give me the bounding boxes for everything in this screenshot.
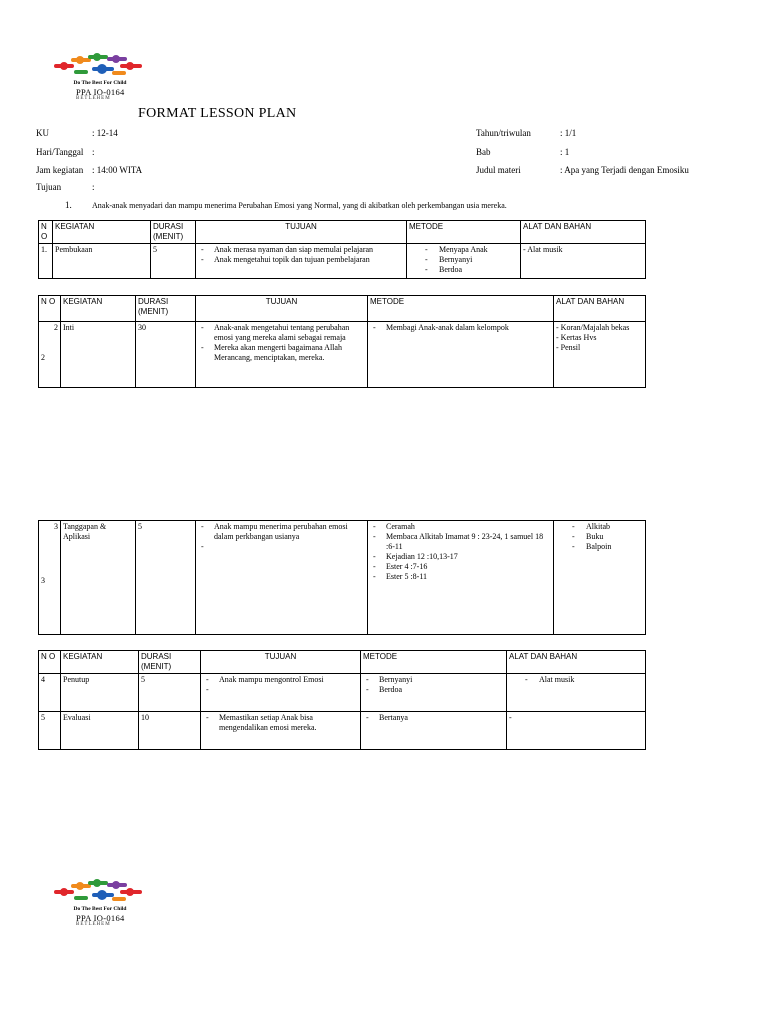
list-item: - Menyapa Anak	[409, 245, 518, 255]
meta-judul-label: Judul materi	[476, 165, 521, 175]
list-item: - Mereka akan mengerti bagaimana Allah Merancang, menciptakan, mereka.	[198, 343, 365, 363]
list-item: - Pensil	[556, 343, 581, 352]
row-no: 3	[54, 522, 58, 531]
header-alat: ALAT DAN BAHAN	[507, 651, 646, 674]
logo-sub-text: BETLEHEM	[76, 922, 111, 927]
logo-tagline: Do The Best For Child	[73, 906, 127, 912]
list-item: - Membagi Anak-anak dalam kelompok	[370, 323, 551, 333]
meta-hari-label: Hari/Tanggal	[36, 147, 84, 157]
meta-tujuan-label: Tujuan	[36, 182, 62, 192]
row-no: 1.	[39, 244, 53, 279]
row-no: 5	[39, 712, 61, 750]
list-item: - Alat musik	[509, 675, 643, 685]
meta-tahun-value: : 1/1	[560, 128, 577, 138]
list-item: - Balpoin	[556, 542, 643, 552]
list-item: - Bertanya	[363, 713, 504, 723]
lesson-table-penutup	[38, 650, 646, 750]
meta-jam-label: Jam kegiatan	[36, 165, 84, 175]
table-row	[39, 712, 646, 750]
list-item: - Anak mampu mengontrol Emosi	[203, 675, 358, 685]
list-item: - Membaca Alkitab Imamat 9 : 23-24, 1 samuel 18 :6-11	[370, 532, 551, 552]
logo-sub-text: BETLEHEM	[76, 96, 111, 101]
lesson-table-pembukaan	[38, 220, 646, 279]
table-row	[39, 521, 646, 635]
row-kegiatan: Evaluasi	[61, 712, 139, 750]
list-item: - Ester 5 :8-11	[370, 572, 551, 582]
header-kegiatan: KEGIATAN	[53, 221, 151, 244]
list-item: - Buku	[556, 532, 643, 542]
table-row	[39, 322, 646, 388]
row-kegiatan: Pembukaan	[53, 244, 151, 279]
header-durasi: DURASI (MENIT)	[139, 651, 201, 674]
list-item: - Alkitab	[556, 522, 643, 532]
row-durasi: 10	[139, 712, 201, 750]
header-kegiatan: KEGIATAN	[61, 651, 139, 674]
meta-tujuan-value: :	[92, 182, 95, 192]
header-kegiatan: KEGIATAN	[61, 296, 136, 322]
row-kegiatan: Penutup	[61, 674, 139, 712]
row-durasi: 5	[139, 674, 201, 712]
table-row	[39, 244, 646, 279]
header-tujuan: TUJUAN	[196, 296, 368, 322]
meta-judul-value: : Apa yang Terjadi dengan Emosiku	[560, 165, 689, 175]
header-alat: ALAT DAN BAHAN	[554, 296, 646, 322]
header-alat: ALAT DAN BAHAN	[521, 221, 646, 244]
header-no: N O	[39, 296, 61, 322]
row-durasi: 5	[136, 521, 196, 635]
header-no: N O	[39, 221, 53, 244]
header-metode: METODE	[368, 296, 554, 322]
meta-bab-value: : 1	[560, 147, 570, 157]
objective-number: 1.	[65, 200, 72, 210]
list-item: - Berdoa	[363, 685, 504, 695]
meta-bab-label: Bab	[476, 147, 491, 157]
list-item: - Memastikan setiap Anak bisa mengendalikan emosi mereka.	[203, 713, 358, 733]
logo-tagline: Do The Best For Child	[73, 80, 127, 86]
header-tujuan: TUJUAN	[201, 651, 361, 674]
list-item: - Kertas Hvs	[556, 333, 597, 342]
lesson-table-tanggapan	[38, 520, 646, 635]
header-metode: METODE	[361, 651, 507, 674]
objective-text: Anak-anak menyadari dan mampu menerima Perubahan Emosi yang Normal, yang di akibatkan oleh perkembangan usia mereka.	[92, 201, 507, 210]
row-alat: - Alat musik	[521, 244, 646, 279]
header-metode: METODE	[407, 221, 521, 244]
lesson-table-inti	[38, 295, 646, 388]
list-item: - Berdoa	[409, 265, 518, 275]
row-no-secondary: 3	[41, 576, 45, 585]
list-item: - Kejadian 12 :10,13-17	[370, 552, 551, 562]
row-no: 2	[54, 323, 58, 332]
children-figures-icon	[50, 878, 150, 906]
list-item: - Bernyanyi	[409, 255, 518, 265]
row-no: 4	[39, 674, 61, 712]
document-title: FORMAT LESSON PLAN	[138, 106, 297, 121]
list-item: - Anak merasa nyaman dan siap memulai pelajaran	[198, 245, 404, 255]
organization-logo	[50, 52, 150, 106]
list-item: - Anak-anak mengetahui tentang perubahan emosi yang mereka alami sebagai remaja	[198, 323, 365, 343]
header-durasi: DURASI (MENIT)	[151, 221, 196, 244]
list-item: - Bernyanyi	[363, 675, 504, 685]
logo-org-name: PPA IO-0164	[76, 913, 125, 923]
header-no: N O	[39, 651, 61, 674]
header-tujuan: TUJUAN	[196, 221, 407, 244]
row-no-secondary: 2	[41, 353, 45, 362]
organization-logo-bottom	[50, 878, 150, 932]
list-item: - Ceramah	[370, 522, 551, 532]
meta-ku-label: KU	[36, 128, 49, 138]
table-row	[39, 674, 646, 712]
row-durasi: 30	[136, 322, 196, 388]
list-item: - Anak mengetahui topik dan tujuan pembelajaran	[198, 255, 404, 265]
list-item: - Anak mampu menerima perubahan emosi dalam perkbangan usianya	[198, 522, 365, 542]
row-kegiatan: Tanggapan & Aplikasi	[61, 521, 136, 635]
row-durasi: 5	[151, 244, 196, 279]
meta-jam-value: : 14:00 WITA	[92, 165, 143, 175]
meta-tahun-label: Tahun/triwulan	[476, 128, 531, 138]
meta-ku-value: : 12-14	[92, 128, 118, 138]
meta-hari-value: :	[92, 147, 95, 157]
logo-org-name: PPA IO-0164	[76, 87, 125, 97]
children-figures-icon	[50, 52, 150, 80]
list-item: - Koran/Majalah bekas	[556, 323, 630, 332]
header-durasi: DURASI (MENIT)	[136, 296, 196, 322]
row-alat: -	[507, 712, 646, 750]
row-kegiatan: Inti	[61, 322, 136, 388]
list-item: - Ester 4 :7-16	[370, 562, 551, 572]
